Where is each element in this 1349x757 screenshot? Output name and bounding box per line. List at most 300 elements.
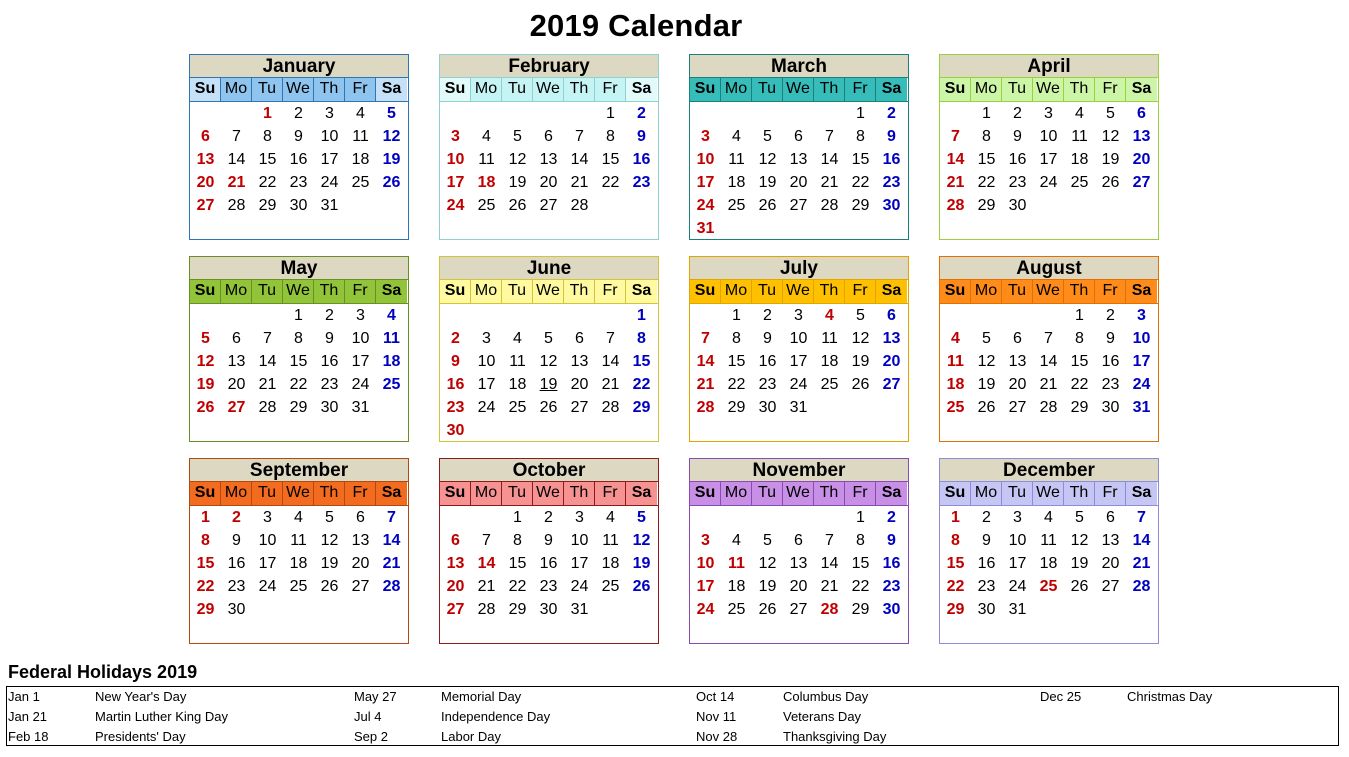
day-8: 8: [263, 128, 272, 145]
day-1: 1: [606, 105, 615, 122]
holiday-name: Memorial Day: [441, 689, 522, 704]
week-row: [190, 171, 408, 194]
day-10: 10: [570, 532, 589, 549]
weekday-header: [940, 481, 1158, 506]
day-29: 29: [632, 399, 651, 416]
day-25: 25: [289, 578, 308, 595]
day-8: 8: [982, 128, 991, 145]
day-17: 17: [258, 555, 277, 572]
day-29: 29: [851, 197, 870, 214]
weekday-th: Th: [314, 482, 345, 505]
day-4: 4: [513, 330, 522, 347]
day-25: 25: [820, 376, 839, 393]
month-dates: [940, 506, 1158, 621]
day-3: 3: [575, 509, 584, 526]
empty-day: [252, 304, 283, 327]
month-december: [939, 458, 1159, 644]
weekday-mo: Mo: [971, 280, 1002, 303]
day-8: 8: [856, 128, 865, 145]
month-dates: [440, 102, 658, 217]
day-4: 4: [482, 128, 491, 145]
weekday-su: Su: [690, 280, 721, 303]
day-24: 24: [696, 601, 715, 618]
day-16: 16: [1008, 151, 1027, 168]
week-row: [190, 396, 408, 419]
day-7: 7: [575, 128, 584, 145]
day-29: 29: [196, 601, 215, 618]
day-11: 11: [509, 353, 526, 370]
day-13: 13: [1132, 128, 1151, 145]
day-29: 29: [977, 197, 996, 214]
weekday-header: [440, 279, 658, 304]
empty-day: [595, 419, 626, 442]
day-5: 5: [763, 532, 772, 549]
weekday-we: We: [783, 280, 814, 303]
day-15: 15: [851, 151, 870, 168]
holiday-date: Feb 18: [8, 729, 49, 744]
day-25: 25: [477, 197, 496, 214]
day-17: 17: [696, 174, 715, 191]
day-5: 5: [387, 105, 396, 122]
day-13: 13: [570, 353, 589, 370]
empty-day: [564, 304, 595, 327]
day-23: 23: [227, 578, 246, 595]
empty-day: [1033, 194, 1064, 217]
week-row: [190, 373, 408, 396]
day-22: 22: [851, 578, 870, 595]
day-27: 27: [1101, 578, 1120, 595]
day-28: 28: [382, 578, 401, 595]
day-23: 23: [977, 578, 996, 595]
weekday-th: Th: [564, 482, 595, 505]
day-5: 5: [982, 330, 991, 347]
weekday-we: We: [1033, 78, 1064, 101]
week-row: [690, 373, 908, 396]
day-2: 2: [294, 105, 303, 122]
empty-day: [783, 217, 814, 240]
empty-day: [314, 598, 345, 621]
day-30: 30: [758, 399, 777, 416]
holiday-date: Jul 4: [354, 709, 382, 724]
day-9: 9: [887, 128, 896, 145]
day-6: 6: [201, 128, 210, 145]
weekday-su: Su: [190, 280, 221, 303]
day-15: 15: [508, 555, 527, 572]
month-name: December: [940, 459, 1158, 481]
week-row: [190, 125, 408, 148]
day-25: 25: [1039, 578, 1058, 595]
day-13: 13: [446, 555, 465, 572]
day-18: 18: [601, 555, 620, 572]
weekday-su: Su: [190, 482, 221, 505]
day-13: 13: [789, 151, 808, 168]
empty-day: [721, 102, 752, 125]
month-name: January: [190, 55, 408, 77]
day-11: 11: [947, 353, 964, 370]
day-14: 14: [820, 555, 839, 572]
month-name: June: [440, 257, 658, 279]
day-22: 22: [977, 174, 996, 191]
week-row: [440, 171, 658, 194]
week-row: [690, 552, 908, 575]
weekday-sa: Sa: [626, 78, 657, 101]
day-29: 29: [289, 399, 308, 416]
day-5: 5: [637, 509, 646, 526]
empty-day: [564, 419, 595, 442]
weekday-sa: Sa: [1126, 280, 1157, 303]
month-dates: [690, 102, 908, 240]
day-9: 9: [1106, 330, 1115, 347]
day-1: 1: [263, 105, 272, 122]
week-row: [940, 304, 1158, 327]
day-12: 12: [1070, 532, 1089, 549]
week-row: [440, 148, 658, 171]
holiday-name: Labor Day: [441, 729, 501, 744]
day-16: 16: [882, 151, 901, 168]
day-11: 11: [728, 555, 745, 572]
holiday-name: Christmas Day: [1127, 689, 1213, 704]
day-26: 26: [508, 197, 527, 214]
day-9: 9: [763, 330, 772, 347]
day-10: 10: [320, 128, 339, 145]
day-17: 17: [1132, 353, 1151, 370]
week-row: [940, 148, 1158, 171]
day-9: 9: [887, 532, 896, 549]
weekday-th: Th: [564, 78, 595, 101]
weekday-su: Su: [690, 78, 721, 101]
day-12: 12: [320, 532, 339, 549]
day-2: 2: [1013, 105, 1022, 122]
day-25: 25: [382, 376, 401, 393]
week-row: [440, 327, 658, 350]
weekday-sa: Sa: [876, 78, 907, 101]
empty-day: [595, 598, 626, 621]
weekday-tu: Tu: [752, 78, 783, 101]
day-19: 19: [539, 376, 558, 393]
day-14: 14: [820, 151, 839, 168]
empty-day: [783, 102, 814, 125]
day-30: 30: [882, 197, 901, 214]
day-22: 22: [1070, 376, 1089, 393]
day-8: 8: [637, 330, 646, 347]
day-9: 9: [232, 532, 241, 549]
empty-day: [876, 217, 907, 240]
month-name: May: [190, 257, 408, 279]
day-7: 7: [387, 509, 396, 526]
week-row: [190, 148, 408, 171]
weekday-header: [690, 481, 908, 506]
day-23: 23: [446, 399, 465, 416]
month-name: April: [940, 55, 1158, 77]
month-name: August: [940, 257, 1158, 279]
month-september: [189, 458, 409, 644]
month-january: [189, 54, 409, 240]
weekday-tu: Tu: [502, 482, 533, 505]
month-november: [689, 458, 909, 644]
week-row: [690, 217, 908, 240]
day-28: 28: [1132, 578, 1151, 595]
month-dates: [690, 304, 908, 419]
week-row: [690, 327, 908, 350]
empty-day: [626, 419, 657, 442]
week-row: [940, 598, 1158, 621]
weekday-header: [190, 481, 408, 506]
day-19: 19: [851, 353, 870, 370]
day-7: 7: [606, 330, 615, 347]
day-25: 25: [508, 399, 527, 416]
week-row: [690, 125, 908, 148]
day-31: 31: [320, 197, 339, 214]
week-row: [190, 529, 408, 552]
day-29: 29: [851, 601, 870, 618]
holiday-name: Thanksgiving Day: [783, 729, 887, 744]
day-13: 13: [882, 330, 901, 347]
day-9: 9: [637, 128, 646, 145]
weekday-mo: Mo: [221, 78, 252, 101]
day-16: 16: [320, 353, 339, 370]
day-6: 6: [794, 128, 803, 145]
empty-day: [845, 396, 876, 419]
month-dates: [690, 506, 908, 621]
empty-day: [1033, 304, 1064, 327]
day-14: 14: [258, 353, 277, 370]
day-2: 2: [232, 509, 241, 526]
day-5: 5: [1106, 105, 1115, 122]
empty-day: [440, 506, 471, 529]
empty-day: [533, 419, 564, 442]
empty-day: [752, 506, 783, 529]
weekday-su: Su: [190, 78, 221, 101]
day-5: 5: [544, 330, 553, 347]
week-row: [190, 552, 408, 575]
month-name: October: [440, 459, 658, 481]
empty-day: [814, 396, 845, 419]
weekday-sa: Sa: [876, 280, 907, 303]
holiday-date: Nov 11: [696, 709, 737, 724]
day-15: 15: [196, 555, 215, 572]
day-12: 12: [758, 151, 777, 168]
week-row: [690, 350, 908, 373]
day-17: 17: [477, 376, 496, 393]
day-11: 11: [602, 532, 619, 549]
day-24: 24: [446, 197, 465, 214]
week-row: [690, 396, 908, 419]
empty-day: [533, 304, 564, 327]
weekday-sa: Sa: [626, 280, 657, 303]
month-name: November: [690, 459, 908, 481]
day-3: 3: [701, 128, 710, 145]
day-15: 15: [977, 151, 996, 168]
week-row: [690, 529, 908, 552]
week-row: [690, 102, 908, 125]
weekday-tu: Tu: [502, 78, 533, 101]
day-4: 4: [387, 307, 396, 324]
day-5: 5: [1075, 509, 1084, 526]
day-25: 25: [351, 174, 370, 191]
day-27: 27: [227, 399, 246, 416]
weekday-tu: Tu: [1002, 78, 1033, 101]
day-3: 3: [701, 532, 710, 549]
weekday-fr: Fr: [345, 78, 376, 101]
day-31: 31: [789, 399, 808, 416]
empty-day: [595, 194, 626, 217]
day-20: 20: [196, 174, 215, 191]
day-9: 9: [325, 330, 334, 347]
day-15: 15: [851, 555, 870, 572]
day-11: 11: [478, 151, 495, 168]
day-6: 6: [232, 330, 241, 347]
empty-day: [1095, 194, 1126, 217]
week-row: [940, 125, 1158, 148]
weekday-we: We: [533, 482, 564, 505]
week-row: [440, 575, 658, 598]
day-1: 1: [513, 509, 522, 526]
day-5: 5: [201, 330, 210, 347]
month-october: [439, 458, 659, 644]
day-19: 19: [382, 151, 401, 168]
weekday-fr: Fr: [1095, 78, 1126, 101]
holiday-name: Veterans Day: [783, 709, 862, 724]
day-11: 11: [728, 151, 745, 168]
day-14: 14: [570, 151, 589, 168]
day-2: 2: [637, 105, 646, 122]
empty-day: [752, 217, 783, 240]
day-14: 14: [382, 532, 401, 549]
day-27: 27: [570, 399, 589, 416]
day-30: 30: [977, 601, 996, 618]
empty-day: [345, 194, 376, 217]
day-15: 15: [601, 151, 620, 168]
day-6: 6: [1137, 105, 1146, 122]
day-11: 11: [383, 330, 400, 347]
day-4: 4: [294, 509, 303, 526]
weekday-su: Su: [940, 78, 971, 101]
day-13: 13: [539, 151, 558, 168]
day-10: 10: [258, 532, 277, 549]
week-row: [190, 304, 408, 327]
day-18: 18: [1070, 151, 1089, 168]
week-row: [190, 327, 408, 350]
weekday-sa: Sa: [376, 482, 407, 505]
holiday-name: Columbus Day: [783, 689, 869, 704]
empty-day: [283, 598, 314, 621]
day-22: 22: [601, 174, 620, 191]
day-26: 26: [196, 399, 215, 416]
day-10: 10: [1008, 532, 1027, 549]
week-row: [190, 194, 408, 217]
day-16: 16: [882, 555, 901, 572]
week-row: [690, 598, 908, 621]
day-19: 19: [977, 376, 996, 393]
weekday-tu: Tu: [252, 482, 283, 505]
day-6: 6: [887, 307, 896, 324]
day-5: 5: [513, 128, 522, 145]
day-23: 23: [289, 174, 308, 191]
weekday-we: We: [283, 482, 314, 505]
weekday-th: Th: [1064, 482, 1095, 505]
day-26: 26: [758, 601, 777, 618]
day-24: 24: [351, 376, 370, 393]
month-may: [189, 256, 409, 442]
day-4: 4: [732, 128, 741, 145]
day-15: 15: [727, 353, 746, 370]
day-21: 21: [382, 555, 401, 572]
day-16: 16: [446, 376, 465, 393]
day-1: 1: [951, 509, 960, 526]
month-dates: [190, 506, 408, 621]
day-9: 9: [544, 532, 553, 549]
day-2: 2: [763, 307, 772, 324]
day-30: 30: [882, 601, 901, 618]
day-3: 3: [794, 307, 803, 324]
weekday-mo: Mo: [471, 482, 502, 505]
holidays-title: Federal Holidays 2019: [8, 662, 198, 682]
day-27: 27: [882, 376, 901, 393]
day-4: 4: [825, 307, 834, 324]
empty-day: [1033, 598, 1064, 621]
month-name: March: [690, 55, 908, 77]
day-27: 27: [1008, 399, 1027, 416]
weekday-tu: Tu: [1002, 482, 1033, 505]
day-6: 6: [356, 509, 365, 526]
weekday-tu: Tu: [252, 280, 283, 303]
day-21: 21: [601, 376, 620, 393]
day-17: 17: [570, 555, 589, 572]
week-row: [940, 506, 1158, 529]
day-1: 1: [732, 307, 741, 324]
day-16: 16: [1101, 353, 1120, 370]
day-25: 25: [727, 197, 746, 214]
day-18: 18: [508, 376, 527, 393]
day-17: 17: [320, 151, 339, 168]
day-28: 28: [477, 601, 496, 618]
day-18: 18: [1039, 555, 1058, 572]
empty-day: [940, 102, 971, 125]
day-4: 4: [356, 105, 365, 122]
day-6: 6: [451, 532, 460, 549]
month-march: [689, 54, 909, 240]
week-row: [440, 396, 658, 419]
day-18: 18: [727, 174, 746, 191]
weekday-fr: Fr: [845, 280, 876, 303]
day-19: 19: [196, 376, 215, 393]
day-12: 12: [1101, 128, 1120, 145]
day-2: 2: [451, 330, 460, 347]
day-6: 6: [544, 128, 553, 145]
empty-day: [471, 102, 502, 125]
empty-day: [971, 304, 1002, 327]
day-12: 12: [851, 330, 870, 347]
week-row: [940, 552, 1158, 575]
day-12: 12: [977, 353, 996, 370]
day-27: 27: [1132, 174, 1151, 191]
day-28: 28: [946, 197, 965, 214]
day-23: 23: [539, 578, 558, 595]
day-18: 18: [351, 151, 370, 168]
month-dates: [440, 506, 658, 621]
week-row: [690, 148, 908, 171]
day-21: 21: [258, 376, 277, 393]
day-1: 1: [637, 307, 646, 324]
day-17: 17: [1039, 151, 1058, 168]
day-29: 29: [508, 601, 527, 618]
day-15: 15: [632, 353, 651, 370]
day-22: 22: [258, 174, 277, 191]
week-row: [940, 529, 1158, 552]
day-11: 11: [352, 128, 369, 145]
empty-day: [1064, 598, 1095, 621]
day-29: 29: [727, 399, 746, 416]
